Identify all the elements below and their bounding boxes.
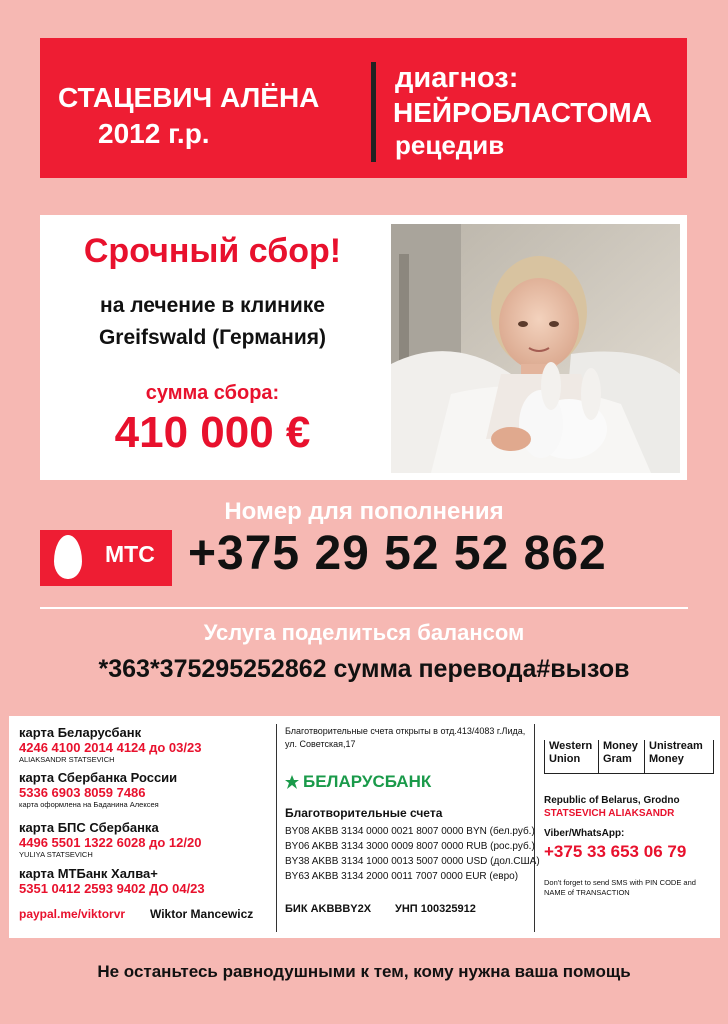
topup-phone: +375 29 52 52 862	[188, 527, 607, 580]
patient-photo-illustration	[391, 224, 680, 473]
ussd-code: *363*375295252862 сумма перевода#вызов	[98, 655, 630, 683]
treatment-line-2: Greifswald (Германия)	[98, 326, 327, 349]
unistream-cell: Unistream Money	[644, 740, 714, 774]
viber-phone: +375 33 653 06 79	[544, 842, 687, 861]
account-row: BY38 AKBB 3134 1000 0013 5007 0000 USD (дол.США)	[285, 856, 540, 867]
card-number: 5351 0412 2593 9402 ДО 04/23	[19, 881, 205, 896]
paypal-link[interactable]: paypal.me/viktorvr	[19, 907, 126, 921]
bank-accounts-note: Благотворительные счета открыты в отд.413/4083 г.Лида, ул. Советская,17	[285, 726, 526, 749]
treatment-line-1: на лечение в клинике	[100, 294, 325, 317]
card-label: карта Беларусбанк	[19, 725, 142, 740]
belarusbank-logo-icon	[284, 774, 300, 790]
birth-year: 2012 г.р.	[98, 118, 210, 149]
bank-unp: УНП 100325912	[395, 903, 476, 915]
recipient-name: STATSEVICH ALIAKSANDR	[544, 808, 675, 819]
header-divider	[371, 62, 376, 162]
diagnosis-detail: рецедив	[395, 130, 505, 160]
account-row: BY63 AKBB 3134 2000 0011 7007 0000 EUR (евро)	[285, 871, 519, 882]
bank-bik: БИК AKBBBY2X	[285, 903, 372, 915]
patient-photo	[391, 224, 680, 473]
mts-logo-text: МТС	[105, 541, 155, 567]
urgent-title: Срочный сбор!	[83, 232, 342, 270]
divider-line	[40, 607, 688, 609]
accounts-title: Благотворительные счета	[285, 806, 443, 820]
amount-value: 410 000 €	[114, 408, 311, 457]
amount-label: сумма сбора:	[145, 382, 280, 404]
card-owner: ALIAKSANDR STATSEVICH	[19, 755, 115, 764]
diagnosis-label: диагноз:	[395, 62, 519, 94]
account-row: BY06 AKBB 3134 3000 0009 8007 0000 RUB (рос.руб.)	[285, 841, 535, 852]
recipient-address: Republic of Belarus, Grodno	[544, 795, 680, 806]
share-balance-label: Услуга поделиться балансом	[203, 620, 525, 645]
card-label: карта БПС Сбербанка	[19, 820, 159, 835]
footer-message: Не останьтесь равнодушными к тем, кому нужна ваша помощь	[97, 962, 631, 981]
diagnosis: НЕЙРОБЛАСТОМА	[393, 97, 652, 128]
patient-name: СТАЦЕВИЧ АЛЁНА	[58, 82, 320, 113]
sms-note: Don't forget to send SMS with PIN CODE and NAME of TRANSACTION	[544, 878, 696, 897]
column-divider	[276, 724, 277, 932]
viber-label: Viber/WhatsApp:	[544, 828, 625, 839]
card-label: карта Сбербанка России	[19, 770, 178, 785]
card-number: 4496 5501 1322 6028 до 12/20	[19, 835, 202, 850]
card-owner: карта оформлена на Баданина Алексея	[19, 800, 159, 809]
account-row: BY08 AKBB 3134 0000 0021 8007 0000 BYN (бел.руб.)	[285, 826, 535, 837]
mts-egg-icon	[54, 535, 82, 579]
card-number: 4246 4100 2014 4124 до 03/23	[19, 740, 202, 755]
western-union-cell: Western Union	[544, 740, 598, 774]
card-owner: YULIYA STATSEVICH	[19, 850, 93, 859]
card-number: 5336 6903 8059 7486	[19, 785, 146, 800]
paypal-name: Wiktor Mancewicz	[150, 907, 254, 921]
topup-label: Номер для пополнения	[224, 498, 504, 525]
card-label: карта МТБанк Халва+	[19, 866, 158, 881]
money-gram-cell: Money Gram	[598, 740, 644, 774]
bank-name: БЕЛАРУСБАНК	[303, 772, 432, 791]
